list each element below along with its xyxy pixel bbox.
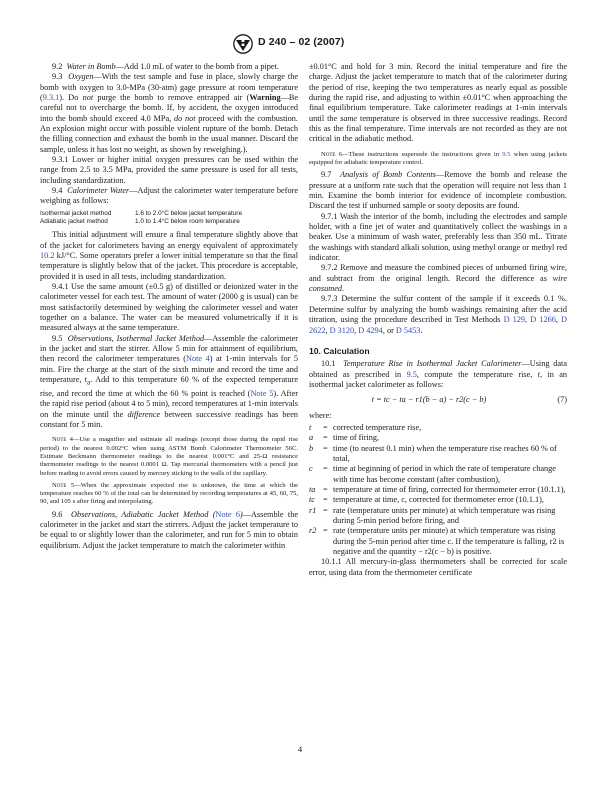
para-9-2: 9.2 Water in Bomb—Add 1.0 mL of water to the bomb from a pipet.	[52, 62, 279, 71]
para-9-4: 9.4 Calorimeter Water—Adjust the calorimeter water temperature before weighing as follows:	[40, 186, 298, 206]
link-9-5-b[interactable]: 9.5	[406, 369, 417, 379]
para-9-4-1: 9.4.1 Use the same amount (±0.5 g) of distilled or deionized water in the calorimeter vessel for each test. The amount of water (2000 g is usual) can be most satisfactorily determined by weighing the calorimeter vessel and water together on a balance. The water can be measured volumetrically if it is measured always at the same temperature.	[40, 281, 298, 333]
link-d5453[interactable]: D 5453	[395, 325, 421, 335]
para-10-1-1: 10.1.1 All mercury-in-glass thermometers shall be corrected for scale error, using data from the thermometer certificate	[309, 557, 567, 577]
para-9-3: 9.3 Oxygen—With the test sample and fuse in place, slowly charge the bomb with oxygen to 3.0-MPa (30-atm) gage pressure at room temperature (9.3.1). Do not purge the bomb to remove entrapped air (Warning—Be careful not to overcharge the bomb. If, by accident, the oxygen introduced into the bomb should exceed 4.0 MPa, do not proceed with the combustion. An explosion might occur with possible violent rupture of the bomb. Detach the filling connection and exhaust the bomb in the usual manner. Discard the sample, unless it has lost no weight, as shown by reweighing.).	[40, 72, 298, 154]
para-9-7-2: 9.7.2 Remove and measure the combined pieces of unburned firing wire, and subtract from the original length. Record the difference as wire consumed.	[309, 263, 567, 294]
list-item: b = time (to nearest 0.1 min) when the temperature rise reaches 60 % of total,	[309, 443, 557, 463]
para-9-5: 9.5 Observations, Isothermal Jacket Method—Assemble the calorimeter in the jacket and start the stirrer. Allow 5 min for attainment of equilibrium, then record the calorimeter temperatures (Note 4) at 1-min intervals for 5 min. Fire the charge at the start of the sixth minute and record the time and temperature, $t_a$. Add to this temperature 60 % of the expected temperature rise, and record the time at which the 60 % point is reached (Note 5). After the rapid rise period (about 4 to 5 min), record temperatures at 1-min intervals on the minute until the difference between successive readings has been constant for 5 min.	[40, 333, 299, 430]
standard-designation: D 240 – 02 (2007)	[258, 36, 345, 48]
list-item: t = corrected temperature rise,	[309, 422, 422, 432]
water-temperature-table	[40, 210, 298, 226]
list-item: r1 = rate (temperature units per minute) at which temperature was rising during 5-min period before firing, and	[309, 505, 556, 525]
para-9-6-cont: ±0.01°C and hold for 3 min. Record the initial temperature and fire the charge. Adjust the jacket temperature to match that of the calorimeter during the period of rise, keeping the two temperatures as nearly equal as possible during the rapid rise, and adjusting to within ±0.01°C when approaching the final equilibrium temperature. Take calorimeter readings at 1-min intervals until the same temperature is observed in three successive readings. Record this as the final temperature. Time intervals are not recorded as they are not critical in the adiabatic method.	[309, 62, 567, 144]
page-number: 4	[297, 744, 303, 754]
para-9-7-1: 9.7.1 Wash the interior of the bomb, including the electrodes and sample holder, with a fine jet of water and quantitatively collect the washings in a beaker. Use a minimum of wash water, preferably less than 350 mL. Titrate the washings with standard alkali solution, using methyl orange or methyl red indicator.	[309, 211, 567, 263]
para-9-6: 9.6 Observations, Adiabatic Jacket Method (Note 6)—Assemble the calorimeter in the jacket and start the stirrers. Adjust the jacket temperature to be equal to or slightly lower than the calorimeter, and run for 5 min to obtain equilibrium. Adjust the jacket temperature to match the calorimeter within	[40, 509, 298, 550]
list-item: ta = temperature at time of firing, corrected for thermometer error (10.1.1),	[309, 484, 566, 494]
para-9-7-3: 9.7.3 Determine the sulfur content of the sample if it exceeds 0.1 %. Determine sulfur by analyzing the bomb washings remaining after the acid titration, using the procedure described in Test Methods D 129, D 1266, D 2622, D 3120, D 4294, or D 5453.	[309, 294, 567, 335]
where-label: where:	[309, 410, 332, 420]
note-6: Note 6—These instructions supersede the instructions given in 9.5 when using jackets equipped for adiabatic temperature control.	[309, 150, 567, 167]
equation-number: (7)	[557, 395, 567, 405]
link-10-2[interactable]: 10.2	[40, 250, 55, 260]
list-item: a = time of firing,	[309, 433, 380, 443]
list-item: c = time at beginning of period in which the rate of temperature change with time has become constant (after combustion),	[309, 464, 556, 484]
link-d129[interactable]: D 129	[503, 315, 526, 325]
link-d1266[interactable]: D 1266	[530, 315, 556, 325]
link-note-4[interactable]: Note 4	[186, 354, 210, 364]
left-column	[40, 62, 298, 551]
para-9-7: 9.7 Analysis of Bomb Contents—Remove the bomb and release the pressure at a uniform rate such that the operation will require not less than 1 min. Examine the bomb interior for evidence of incomplete combustion. Discard the test if unburned sample or sooty deposits are found.	[309, 170, 567, 211]
equation-7	[309, 395, 567, 405]
link-note-5[interactable]: Note 5	[250, 389, 274, 399]
link-d3120[interactable]: D 3120	[329, 325, 355, 335]
section-heading-calculation: 10. Calculation	[309, 345, 370, 356]
table-row: Isothermal jacket method 1.6 to 2.0°C below jacket temperature	[40, 209, 242, 217]
note-5: Note 5—When the approximate expected rise is unknown, the time at which the temperature reaches 60 % of the total can be determined by recording temperatures at 45, 60, 75, 90, and 105 s after firing and interpolating.	[40, 481, 298, 506]
variable-definitions	[309, 423, 567, 557]
link-9-5[interactable]: 9.5	[502, 150, 511, 158]
note-4: Note 4—Use a magnifier and estimate all readings (except those during the rapid rise period) to the nearest 0.002°C when using ASTM Bomb Calorimeter Thermometer 56C. Estimate Beckmann thermometer readings to the nearest 0.001°C and 25-Ω resistance thermometer readings to the nearest 0.0001 Ω. Tap mercurial thermometers with a pencil just before reading to avoid errors caused by mercury sticking to the walls of the capillary.	[40, 436, 298, 477]
astm-logo-icon	[232, 34, 254, 54]
para-10-1: 10.1 Temperature Rise in Isothermal Jacket Calorimeter—Using data obtained as prescribed in 9.5, compute the temperature rise, t, in an isothermal jacket calorimeter as follows:	[309, 359, 568, 389]
right-column	[309, 62, 567, 578]
list-item: tc = temperature at time, c, corrected for thermometer error (10.1.1),	[309, 495, 544, 505]
equation-formula: t = tc − ta − r1(b − a) − r2(c − b)	[371, 395, 487, 405]
para-9-4-cont: This initial adjustment will ensure a final temperature slightly above that of the jacket for calorimeters having an energy equivalent of approximately 10.2 kJ/°C. Some operators prefer a lower initial temperature so that the final temperature is slightly below that of the jacket. This procedure is acceptable, provided it is used in all tests, including standardization.	[40, 230, 298, 281]
para-9-3-1: 9.3.1 Lower or higher initial oxygen pressures can be used within the range from 2.5 to 3.5 MPa, provided the same pressure is used for all tests, including standardization.	[40, 155, 298, 185]
page-header	[0, 34, 600, 54]
table-row: Adiabatic jacket method 1.0 to 1.4°C below room temperature	[40, 218, 240, 226]
link-9-3-1[interactable]: 9.3.1	[42, 93, 60, 103]
list-item: r2 = rate (temperature units per minute) at which temperature was rising during the 5-min period after time c. If the temperature is falling, r2 is negative and the quantity − r2(c − b) is positive.	[309, 526, 565, 557]
link-d4294[interactable]: D 4294	[358, 325, 383, 335]
link-note-6[interactable]: Note 6	[215, 509, 241, 519]
link-d2622[interactable]: D 2622	[309, 315, 567, 335]
